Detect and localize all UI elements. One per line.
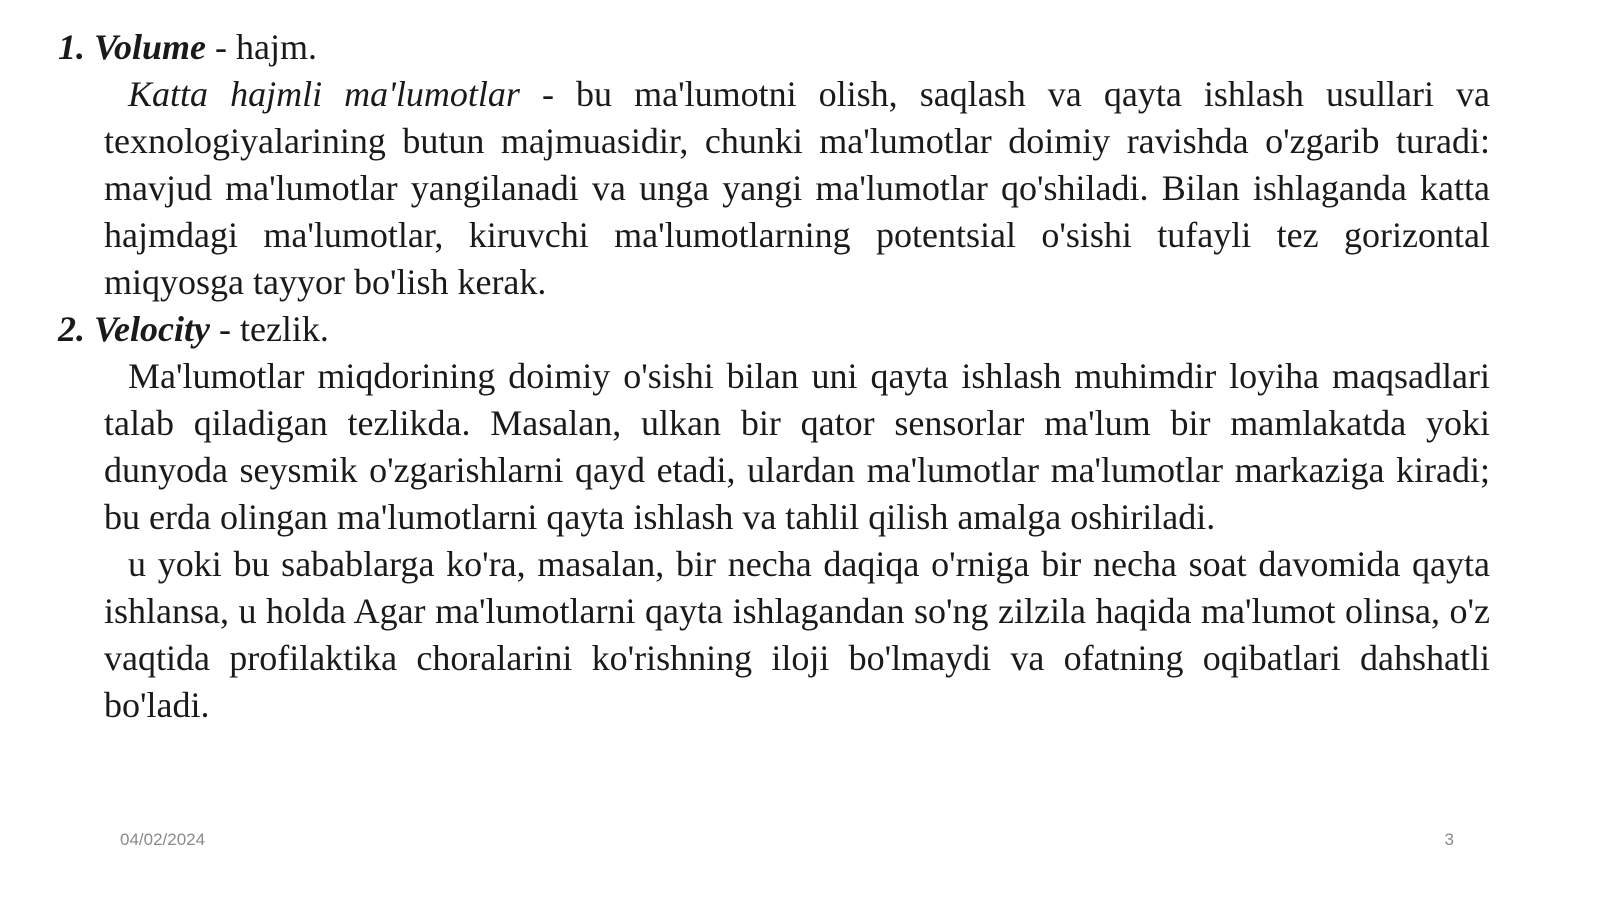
section-subtitle: - hajm. bbox=[206, 27, 318, 67]
paragraph-velocity-consequences bbox=[104, 541, 1490, 729]
paragraph-velocity-processing bbox=[104, 353, 1490, 541]
section-term: 2. Velocity bbox=[58, 309, 210, 349]
section-term: 1. Volume bbox=[58, 27, 207, 67]
paragraph-text: u yoki bu sabablarga ko'ra, masalan, bir necha daqiqa o'rniga bir necha soat davomida qayta ishlansa, u holda Agar ma'lumotlarni qayta ishlagandan so'ng zilzila haqida ma'lumot olinsa, o'z vaqtida profilaktika choralarini ko'rishning iloji bo'lmaydi va ofatning oqibatlari dahshatli bo'ladi. bbox=[104, 544, 1490, 725]
slide-body bbox=[58, 24, 1490, 729]
slide-page-number: 3 bbox=[1444, 830, 1454, 849]
section-heading-velocity bbox=[58, 306, 1490, 353]
paragraph-text: Ma'lumotlar miqdorining doimiy o'sishi bilan uni qayta ishlash muhimdir loyiha maqsadlari talab qiladigan tezlikda. Masalan, ulkan bir qator sensorlar ma'lum bir mamlakatda yoki dunyoda seysmik o'zgarishlarni qayd etadi, ulardan ma'lumotlar ma'lumotlar markaziga kiradi; bu erda olingan ma'lumotlarni qayta ishlash va tahlil qilish amalga oshiriladi. bbox=[104, 356, 1490, 537]
section-subtitle: - tezlik. bbox=[209, 309, 329, 349]
footer-date: 04/02/2024 bbox=[120, 830, 206, 849]
paragraph-text: - bu ma'lumotni olish, saqlash va qayta ishlash usullari va texnologiyalarining butun majmuasidir, chunki ma'lumotlar doimiy ravishda o'zgarib turadi: mavjud ma'lumotlar yangilanadi va unga yangi ma'lumotlar qo'shiladi. Bilan ishlaganda katta hajmdagi ma'lumotlar, kiruvchi ma'lumotlarning potentsial o'sishi tufayli tez gorizontal miqyosga tayyor bo'lish kerak. bbox=[104, 74, 1491, 302]
emphasized-term: Katta hajmli ma'lumotlar bbox=[128, 74, 520, 114]
paragraph-volume-definition bbox=[104, 71, 1490, 306]
section-heading-volume bbox=[58, 24, 1490, 71]
